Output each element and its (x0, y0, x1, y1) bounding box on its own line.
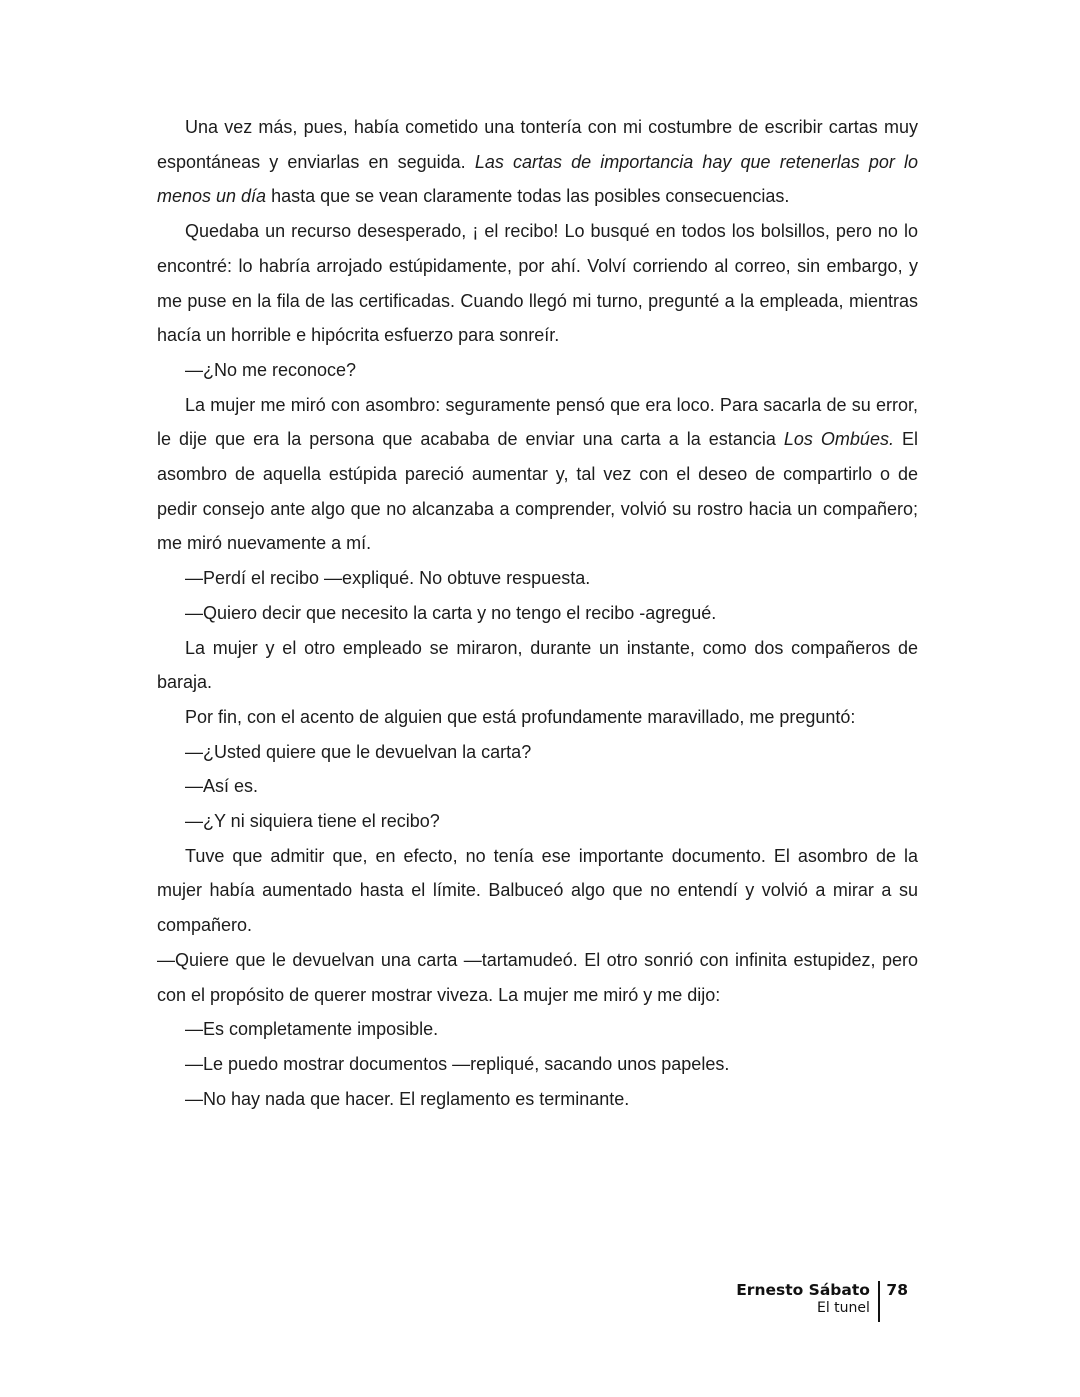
text-segment: hasta que se vean claramente todas las posibles consecuencias. (266, 186, 790, 207)
paragraph (157, 110, 918, 214)
text-segment: La mujer me miró con asombro: seguramente pensó que era loco. Para sacarla de su error, le dije que era la persona que acababa de enviar una carta a la estancia (157, 394, 918, 450)
text-segment: Por fin, con el acento de alguien que está profundamente maravillado, me preguntó: (185, 706, 856, 727)
text-segment: —Quiero decir que necesito la carta y no tengo el recibo -agregué. (185, 602, 717, 623)
text-segment: —Le puedo mostrar documentos —repliqué, sacando unos papeles. (185, 1053, 730, 1074)
paragraph (157, 631, 918, 700)
paragraph (157, 388, 918, 562)
text-segment: Quedaba un recurso desesperado, ¡ el recibo! Lo busqué en todos los bolsillos, pero no lo encontré: lo habría arrojado estúpidamente, por ahí. Volví corriendo al correo, sin embargo, y me puse en la fila de las certificadas. Cuando llegó mi turno, pregunté a la empleada, mientras hacía un horrible e hipócrita esfuerzo para sonreír. (157, 221, 918, 346)
body-text (157, 110, 918, 1116)
footer-author-block (736, 1281, 870, 1317)
paragraph (157, 700, 918, 735)
dialogue-line (157, 1047, 918, 1082)
footer-author: Ernesto Sábato (736, 1281, 870, 1299)
dialogue-line (157, 1082, 918, 1117)
dialogue-line (157, 353, 918, 388)
footer-book-title: El tunel (816, 1300, 870, 1316)
paragraph (157, 214, 918, 353)
text-segment: —No hay nada que hacer. El reglamento es terminante. (185, 1088, 630, 1109)
italic-segment: Los Ombúes. (783, 429, 894, 450)
text-segment: —¿Y ni siquiera tiene el recibo? (185, 811, 440, 832)
text-segment: El asombro de aquella estúpida pareció aumentar y, tal vez con el deseo de compartirlo o de pedir consejo ante algo que no alcanzaba a comprender, volvió su rostro hacia un compañero; me miró nuevamente a mí. (157, 429, 919, 554)
paragraph (157, 839, 918, 943)
italic-segment: Las cartas de importancia hay que retenerlas por lo menos un día (157, 151, 919, 207)
dialogue-line (157, 561, 918, 596)
text-segment: —Es completamente imposible. (185, 1019, 439, 1040)
text-segment: La mujer y el otro empleado se miraron, durante un instante, como dos compañeros de baraja. (157, 637, 918, 693)
text-segment: —¿No me reconoce? (185, 359, 357, 380)
text-segment: Tuve que admitir que, en efecto, no tenía ese importante documento. El asombro de la mujer había aumentado hasta el límite. Balbuceó algo que no entendí y volvió a mirar a su compañero. (157, 845, 918, 936)
dialogue-line (157, 769, 918, 804)
footer-divider (878, 1281, 881, 1322)
dialogue-line (157, 596, 918, 631)
dialogue-line (157, 1012, 918, 1047)
text-segment: —Quiere que le devuelvan una carta —tartamudeó. El otro sonrió con infinita estupidez, pero con el propósito de querer mostrar viveza. La mujer me miró y me dijo: (157, 949, 918, 1005)
dialogue-line (157, 804, 918, 839)
text-segment: —¿Usted quiere que le devuelvan la carta? (185, 741, 532, 762)
text-segment: Una vez más, pues, había cometido una tontería con mi costumbre de escribir cartas muy espontáneas y enviarlas en seguida. (157, 117, 918, 172)
dialogue-line (157, 943, 918, 1012)
page-footer (736, 1281, 908, 1322)
text-segment: —Perdí el recibo —expliqué. No obtuve respuesta. (185, 568, 591, 589)
dialogue-line (157, 735, 918, 770)
footer-page-number: 78 (886, 1281, 908, 1299)
text-segment: —Así es. (185, 776, 259, 797)
